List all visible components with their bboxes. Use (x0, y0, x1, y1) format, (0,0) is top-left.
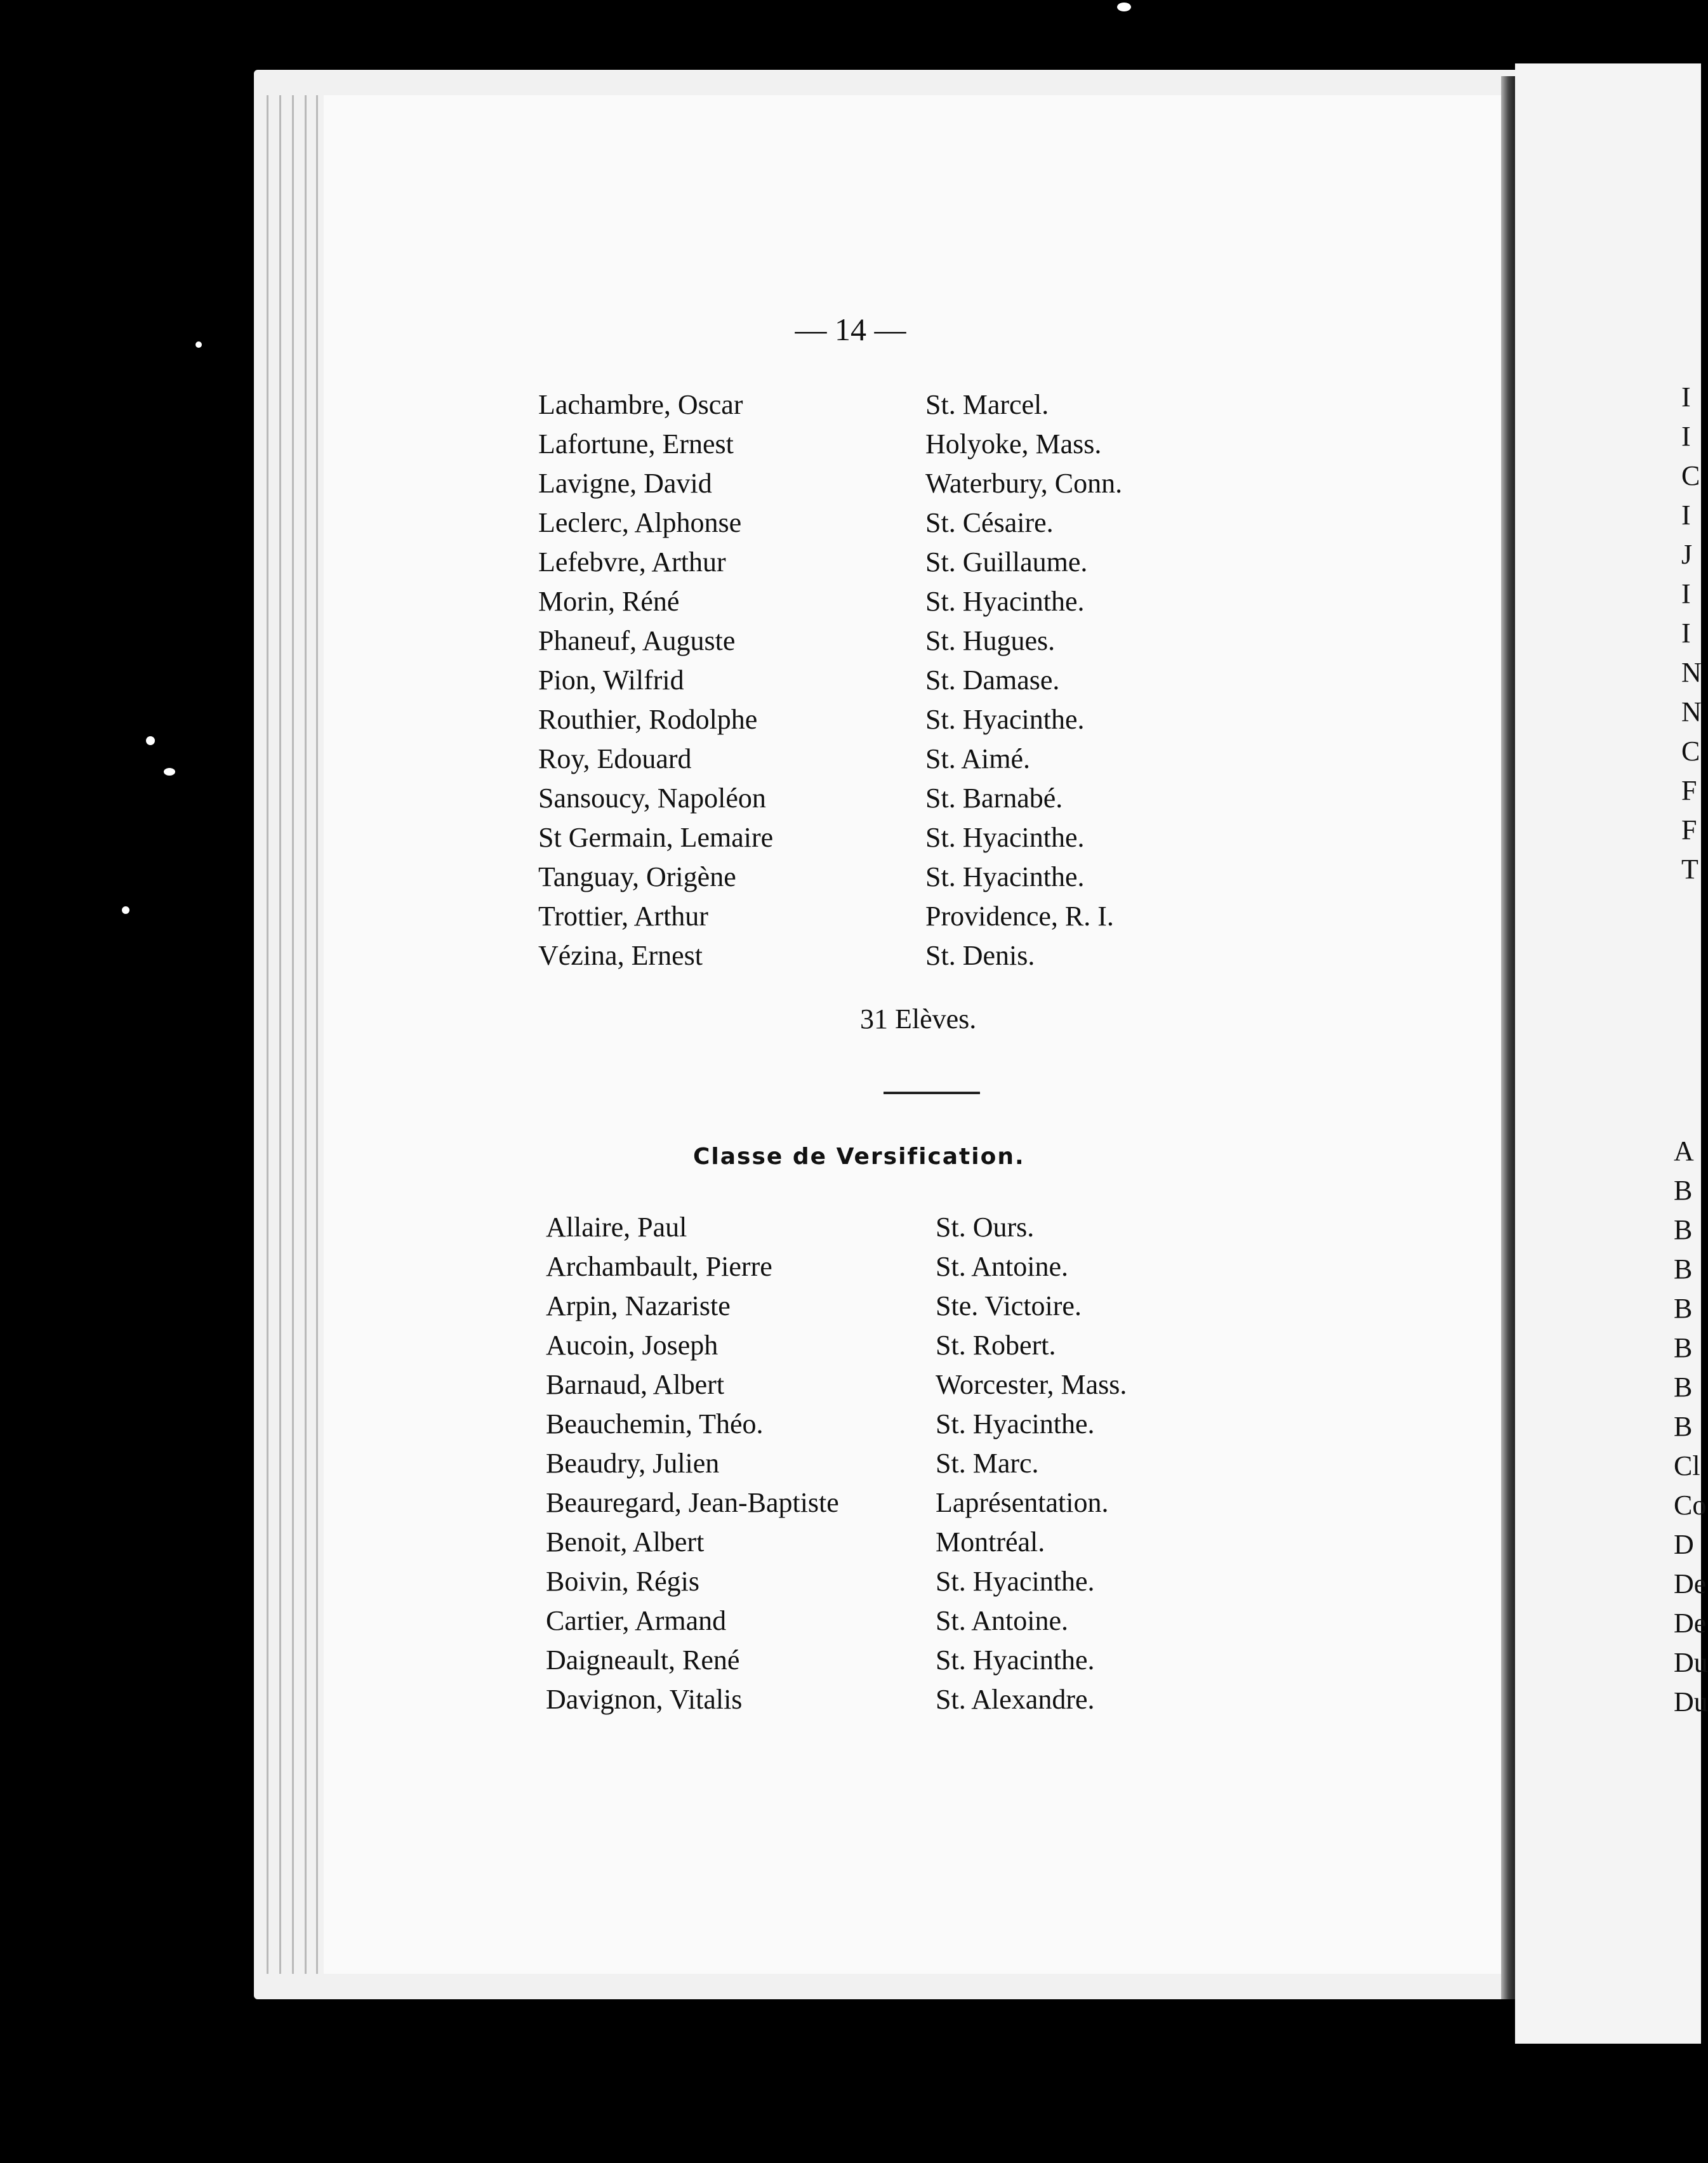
facing-page-fragment: B (1674, 1293, 1693, 1324)
student-name: Beauchemin, Théo. (546, 1408, 764, 1439)
student-place: St. Hugues. (925, 625, 1056, 656)
facing-page-fragment: B (1674, 1332, 1693, 1363)
facing-page-fragment: F (1681, 814, 1697, 845)
student-place: St. Damase. (925, 665, 1060, 696)
facing-page-fragment: I (1681, 499, 1691, 531)
facing-page-fragment: I (1681, 421, 1691, 452)
student-place: St. Marc. (936, 1448, 1039, 1479)
facing-page-fragment: Du (1674, 1686, 1708, 1717)
section-title: Classe de Versification. (693, 1144, 1025, 1170)
facing-page-fragment: Cl (1674, 1450, 1700, 1481)
student-place: Holyoke, Mass. (925, 428, 1102, 460)
facing-page-fragment: De (1674, 1608, 1707, 1639)
student-name: Boivin, Régis (546, 1566, 700, 1597)
student-name: Lachambre, Oscar (538, 389, 743, 420)
student-name: Beauregard, Jean-Baptiste (546, 1487, 839, 1518)
student-place: St. Aimé. (925, 743, 1031, 774)
student-name: Benoit, Albert (546, 1526, 705, 1558)
facing-page-fragment: I (1681, 578, 1691, 609)
facing-page-fragment: J (1681, 539, 1693, 570)
student-place: St. Alexandre. (936, 1684, 1095, 1715)
facing-page-fragment: I (1681, 381, 1691, 413)
student-place: St. Antoine. (936, 1605, 1069, 1636)
student-total: 31 Elèves. (860, 1003, 977, 1035)
student-place: St. Hyacinthe. (936, 1408, 1095, 1439)
scan-speck (164, 768, 175, 776)
student-place: Laprésentation. (936, 1487, 1109, 1518)
student-place: St. Hyacinthe. (925, 861, 1085, 892)
facing-page-fragment: F (1681, 775, 1697, 806)
student-name: Lafortune, Ernest (538, 428, 734, 460)
page-number: — 14 — (795, 312, 906, 347)
student-name: Vézina, Ernest (538, 940, 703, 971)
student-name: Phaneuf, Auguste (538, 625, 736, 656)
student-name: Archambault, Pierre (546, 1251, 772, 1282)
student-name: Trottier, Arthur (538, 901, 708, 932)
facing-page-fragment: N (1681, 657, 1702, 688)
student-place: St. Robert. (936, 1330, 1056, 1361)
student-name: St Germain, Lemaire (538, 822, 774, 853)
student-name: Tanguay, Origène (538, 861, 736, 892)
student-name: Sansoucy, Napoléon (538, 783, 766, 814)
student-name: Davignon, Vitalis (546, 1684, 743, 1715)
facing-page-fragment: C (1681, 736, 1700, 767)
student-name: Arpin, Nazariste (546, 1290, 731, 1321)
scan-speck (122, 906, 129, 914)
student-place: St. Hyacinthe. (925, 704, 1085, 735)
student-place: St. Hyacinthe. (925, 586, 1085, 617)
student-name: Daigneault, René (546, 1644, 740, 1676)
student-name: Lavigne, David (538, 468, 712, 499)
facing-page-fragment: B (1674, 1372, 1693, 1403)
facing-page-fragment: B (1674, 1214, 1693, 1245)
student-place: St. Marcel. (925, 389, 1049, 420)
student-place: St. Hyacinthe. (936, 1644, 1095, 1676)
scan-speck (1117, 3, 1131, 11)
student-name: Routhier, Rodolphe (538, 704, 758, 735)
facing-page-fragment: I (1681, 618, 1691, 649)
facing-page-fragment: N (1681, 696, 1702, 727)
facing-page-fragment: T (1681, 854, 1698, 885)
student-place: Montréal. (936, 1526, 1045, 1558)
facing-page-fragment: B (1674, 1175, 1693, 1206)
scan-speck (146, 736, 155, 745)
student-place: St. Hyacinthe. (925, 822, 1085, 853)
student-place: Providence, R. I. (925, 901, 1114, 932)
student-place: Ste. Victoire. (936, 1290, 1082, 1321)
student-place: St. Hyacinthe. (936, 1566, 1095, 1597)
student-place: St. Barnabé. (925, 783, 1063, 814)
student-name: Cartier, Armand (546, 1605, 727, 1636)
student-name: Lefebvre, Arthur (538, 546, 726, 578)
student-name: Barnaud, Albert (546, 1369, 725, 1400)
student-name: Allaire, Paul (546, 1212, 687, 1243)
student-name: Morin, Réné (538, 586, 680, 617)
facing-page-fragment: B (1674, 1253, 1693, 1285)
facing-page-fragment: D (1674, 1529, 1694, 1560)
student-place: St. Guillaume. (925, 546, 1088, 578)
facing-page-fragment: B (1674, 1411, 1693, 1442)
facing-page-fragment: Du (1674, 1647, 1708, 1678)
student-place: Waterbury, Conn. (925, 468, 1123, 499)
facing-page-fragment: Co (1674, 1490, 1707, 1521)
student-place: Worcester, Mass. (936, 1369, 1127, 1400)
student-name: Leclerc, Alphonse (538, 507, 742, 538)
student-place: St. Ours. (936, 1212, 1035, 1243)
student-name: Beaudry, Julien (546, 1448, 720, 1479)
facing-page-fragment: A (1674, 1135, 1694, 1167)
facing-page-fragment: De (1674, 1568, 1707, 1599)
student-name: Roy, Edouard (538, 743, 692, 774)
facing-page-fragment: C (1681, 460, 1700, 491)
student-place: St. Antoine. (936, 1251, 1069, 1282)
student-name: Aucoin, Joseph (546, 1330, 718, 1361)
student-place: St. Denis. (925, 940, 1035, 971)
student-place: St. Césaire. (925, 507, 1054, 538)
section-divider (884, 1092, 980, 1094)
scan-speck (195, 341, 202, 348)
student-name: Pion, Wilfrid (538, 665, 684, 696)
